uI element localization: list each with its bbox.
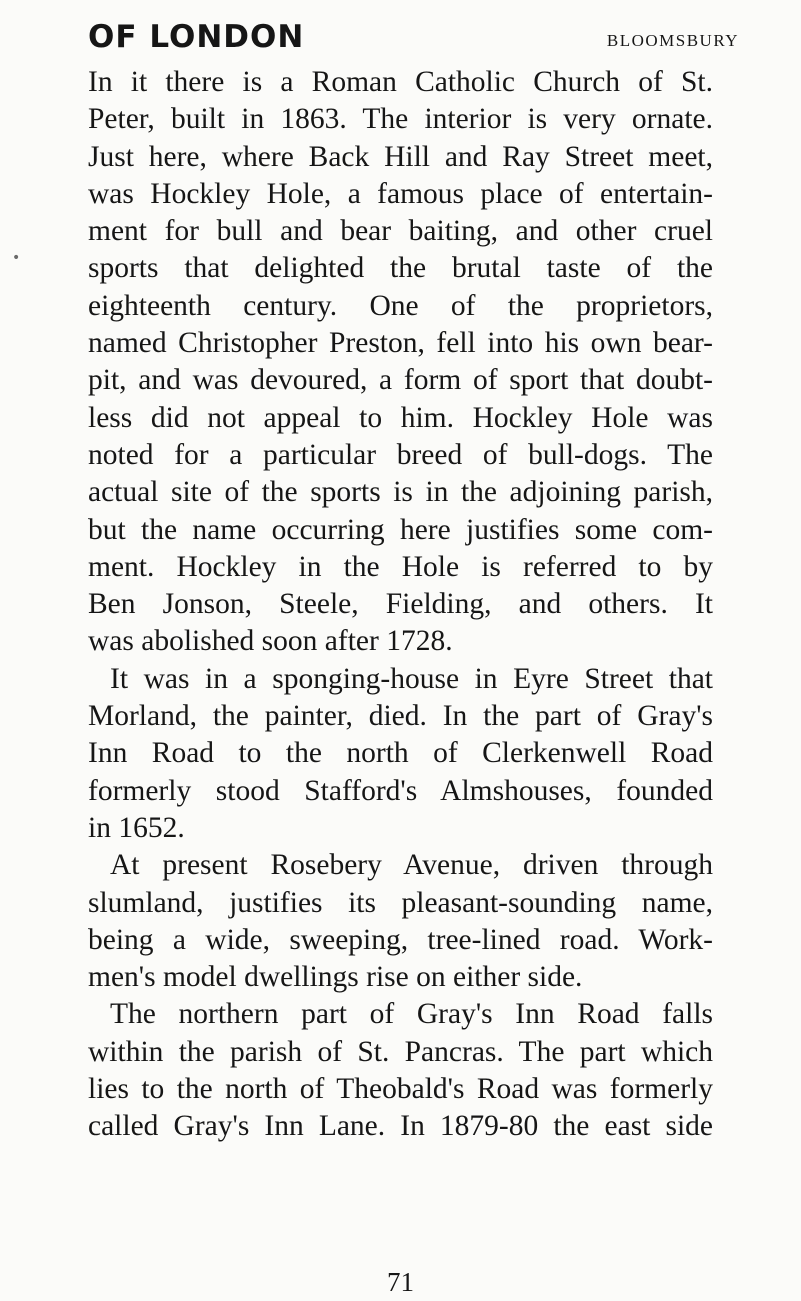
text-line: less did not appeal to him. Hockley Hole was	[88, 401, 713, 434]
text-line: Peter, built in 1863. The interior is very ornate.	[88, 103, 713, 136]
running-head	[67, 14, 739, 54]
text-line: was Hockley Hole, a famous place of entertain-	[88, 177, 713, 210]
text-line: men's model dwellings rise on either side.	[88, 961, 583, 994]
text-line: Ben Jonson, Steele, Fielding, and others. It	[88, 588, 713, 621]
text-line: ment. Hockley in the Hole is referred to by	[88, 550, 713, 583]
text-line: Inn Road to the north of Clerkenwell Road	[88, 737, 713, 770]
text-line: called Gray's Inn Lane. In 1879-80 the east side	[88, 1110, 713, 1143]
text-line: ment for bull and bear baiting, and other cruel	[88, 215, 713, 248]
body-text	[88, 64, 713, 1146]
text-line: Morland, the painter, died. In the part of Gray's	[88, 700, 713, 733]
text-line: formerly stood Stafford's Almshouses, founded	[88, 774, 713, 807]
text-line: within the parish of St. Pancras. The part which	[88, 1035, 713, 1068]
text-line: pit, and was devoured, a form of sport that doubt-	[88, 364, 713, 397]
text-line: was abolished soon after 1728.	[88, 625, 453, 658]
text-line: sports that delighted the brutal taste of the	[88, 252, 713, 285]
page-number: 71	[387, 1267, 414, 1297]
text-line: named Christopher Preston, fell into his own bear-	[88, 327, 713, 360]
text-line: lies to the north of Theobald's Road was formerly	[88, 1073, 713, 1106]
text-line: slumland, justifies its pleasant-sounding name,	[88, 886, 713, 919]
text-line: noted for a particular breed of bull-dogs. The	[88, 438, 713, 471]
text-line: actual site of the sports is in the adjoining parish,	[88, 476, 713, 509]
text-line: but the name occurring here justifies some com-	[88, 513, 713, 546]
text-line: It was in a sponging-house in Eyre Street that	[110, 662, 713, 695]
running-head-title: OF LONDON	[88, 19, 305, 55]
running-head-section: BLOOMSBURY	[606, 31, 739, 50]
text-line: The northern part of Gray's Inn Road falls	[110, 998, 713, 1031]
text-line: In it there is a Roman Catholic Church of St.	[88, 66, 713, 98]
text-line: At present Rosebery Avenue, driven through	[110, 849, 713, 882]
text-line: Just here, where Back Hill and Ray Street meet,	[88, 140, 713, 173]
margin-mark: •	[12, 250, 21, 266]
text-line: eighteenth century. One of the proprietors,	[88, 289, 713, 322]
text-line: being a wide, sweeping, tree-lined road. Work-	[88, 923, 713, 956]
text-line: in 1652.	[88, 811, 185, 844]
